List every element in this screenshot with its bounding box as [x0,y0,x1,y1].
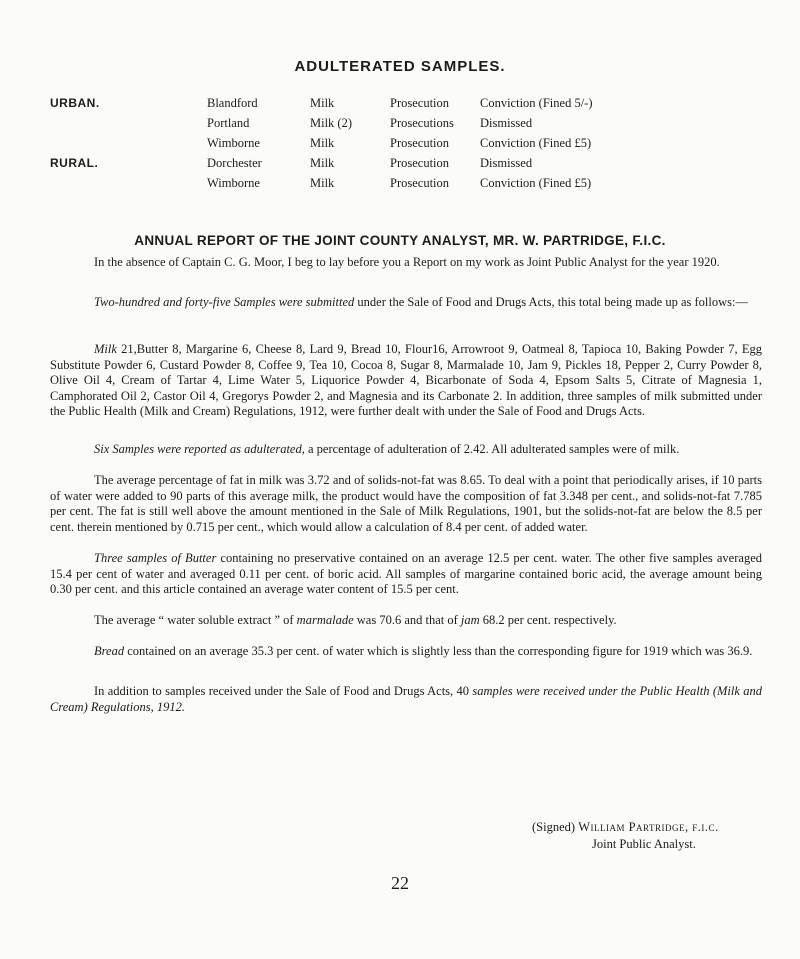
item-cell: Milk [310,96,335,110]
item-cell: Milk (2) [310,116,353,130]
samples-total-paragraph [50,295,762,311]
town-cell: Wimborne [207,136,260,150]
action-cell: Prosecution [390,156,450,170]
bread-lead: Bread [94,644,125,658]
butter-text: containing no preservative contained on an average 12.5 per cent. water. The other five samples averaged 15.4 per cent of water and averaged 0.11 per cent. of boric acid. All samples of margarine contained boric acid, the average amount being 0.30 per cent. and this article contained an average water content of 15.5 per cent. [50,551,762,596]
town-cell: Dorchester [207,156,262,170]
butter-lead: Three samples of Butter [94,551,217,565]
town-cell: Blandford [207,96,258,110]
jam-word: jam [460,613,480,627]
category-label: URBAN. [50,96,100,110]
milk-analysis-paragraph: The average percentage of fat in milk was 3.72 and of solids-not-fat was 8.65. To deal with a point that periodically arises, if 10 parts of water were added to 90 parts of this average milk, the product would have the composition of fat 3.348 per cent., and solids-not-fat 7.785 per cent. The fat is still well above the amount mentioned in the Sale of Milk Regulations, 1901, but the solids-not-fat are below the 8.5 per cent. therein mentioned by 0.715 per cent., which would allow a calculation of 8.4 per cent. of added water. [50,473,762,534]
marmalade-text-e: 68.2 per cent. respectively. [479,613,617,627]
bread-paragraph [50,644,762,660]
adulterated-text: a percentage of adulteration of 2.42. All adulterated samples were of milk. [304,442,680,456]
result-cell: Dismissed [480,116,533,130]
item-cell: Milk [310,176,335,190]
action-cell: Prosecution [390,176,450,190]
samples-breakdown-text: 21,Butter 8, Margarine 6, Cheese 8, Lard 9, Bread 10, Flour16, Arrowroot 9, Oatmeal 8, Tapioca 10, Baking Powder 7, Egg Substitute Powder 6, Custard Powder 8, Coffee 9, Tea 10, Cocoa 8, Sugar 8, Marmalade 10, Jam 9, Pickles 18, Pepper 2, Curry Powder 8, Olive Oil 4, Cream of Tartar 4, Lime Water 5, Liquorice Powder 4, Bicarbonate of Soda 4, Epsom Salts 5, Citrate of Magnesia 1, Camphorated Oil 2, Castor Oil 4, Gregorys Powder 2, and Magnesia and its Carbonate 2. In addition, three samples of milk submitted under the Public Health (Milk and Cream) Regulations, 1912, were further dealt with under the Sale of Food and Drugs Acts. [50,342,762,418]
action-cell: Prosecution [390,136,450,150]
public-health-paragraph [50,684,762,715]
action-cell: Prosecutions [390,116,454,130]
result-cell: Conviction (Fined £5) [480,176,592,190]
analyst-name: William Partridge, f.i.c. [578,820,719,834]
report-heading: ANNUAL REPORT OF THE JOINT COUNTY ANALYST, MR. W. PARTRIDGE, F.I.C. [134,233,666,248]
public-health-text: In addition to samples received under the Sale of Food and Drugs Acts, 40 [94,684,473,698]
public-health-italic: samples were received under the Public Health (Milk and Cream) Regulations, 1912. [50,684,762,714]
result-cell: Dismissed [480,156,533,170]
intro-paragraph: In the absence of Captain C. G. Moor, I beg to lay before you a Report on my work as Joint Public Analyst for the year 1920. [94,255,720,269]
town-cell: Wimborne [207,176,260,190]
signature-block [532,819,719,853]
town-cell: Portland [207,116,250,130]
adulterated-lead: Six Samples were reported as adulterated, [94,442,305,456]
table-row [0,176,800,196]
item-cell: Milk [310,136,335,150]
marmalade-text-c: was 70.6 and that of [353,613,461,627]
result-cell: Conviction (Fined 5/-) [480,96,593,110]
table-row [0,136,800,156]
samples-breakdown-lead: Milk [94,342,117,356]
table-row [0,116,800,136]
category-label: RURAL. [50,156,99,170]
item-cell: Milk [310,156,335,170]
result-cell: Conviction (Fined £5) [480,136,592,150]
samples-total-text: under the Sale of Food and Drugs Acts, this total being made up as follows:— [354,295,748,309]
signed-label: (Signed) [532,820,576,834]
samples-breakdown-paragraph [50,342,762,420]
bread-text: contained on an average 35.3 per cent. of water which is slightly less than the corresponding figure for 1919 which was 36.9. [124,644,753,658]
table-row [0,156,800,176]
signature-line [532,819,719,836]
table-row [0,96,800,116]
adulterated-paragraph [50,442,762,458]
action-cell: Prosecution [390,96,450,110]
marmalade-word: marmalade [296,613,354,627]
samples-total-lead: Two-hundred and forty-five Samples were submitted [94,295,355,309]
marmalade-paragraph [50,613,762,629]
analyst-title: Joint Public Analyst. [592,837,696,851]
butter-paragraph [50,551,762,598]
page-number: 22 [391,873,409,893]
page-title: ADULTERATED SAMPLES. [294,58,506,75]
marmalade-text-a: The average “ water soluble extract ” of [94,613,297,627]
